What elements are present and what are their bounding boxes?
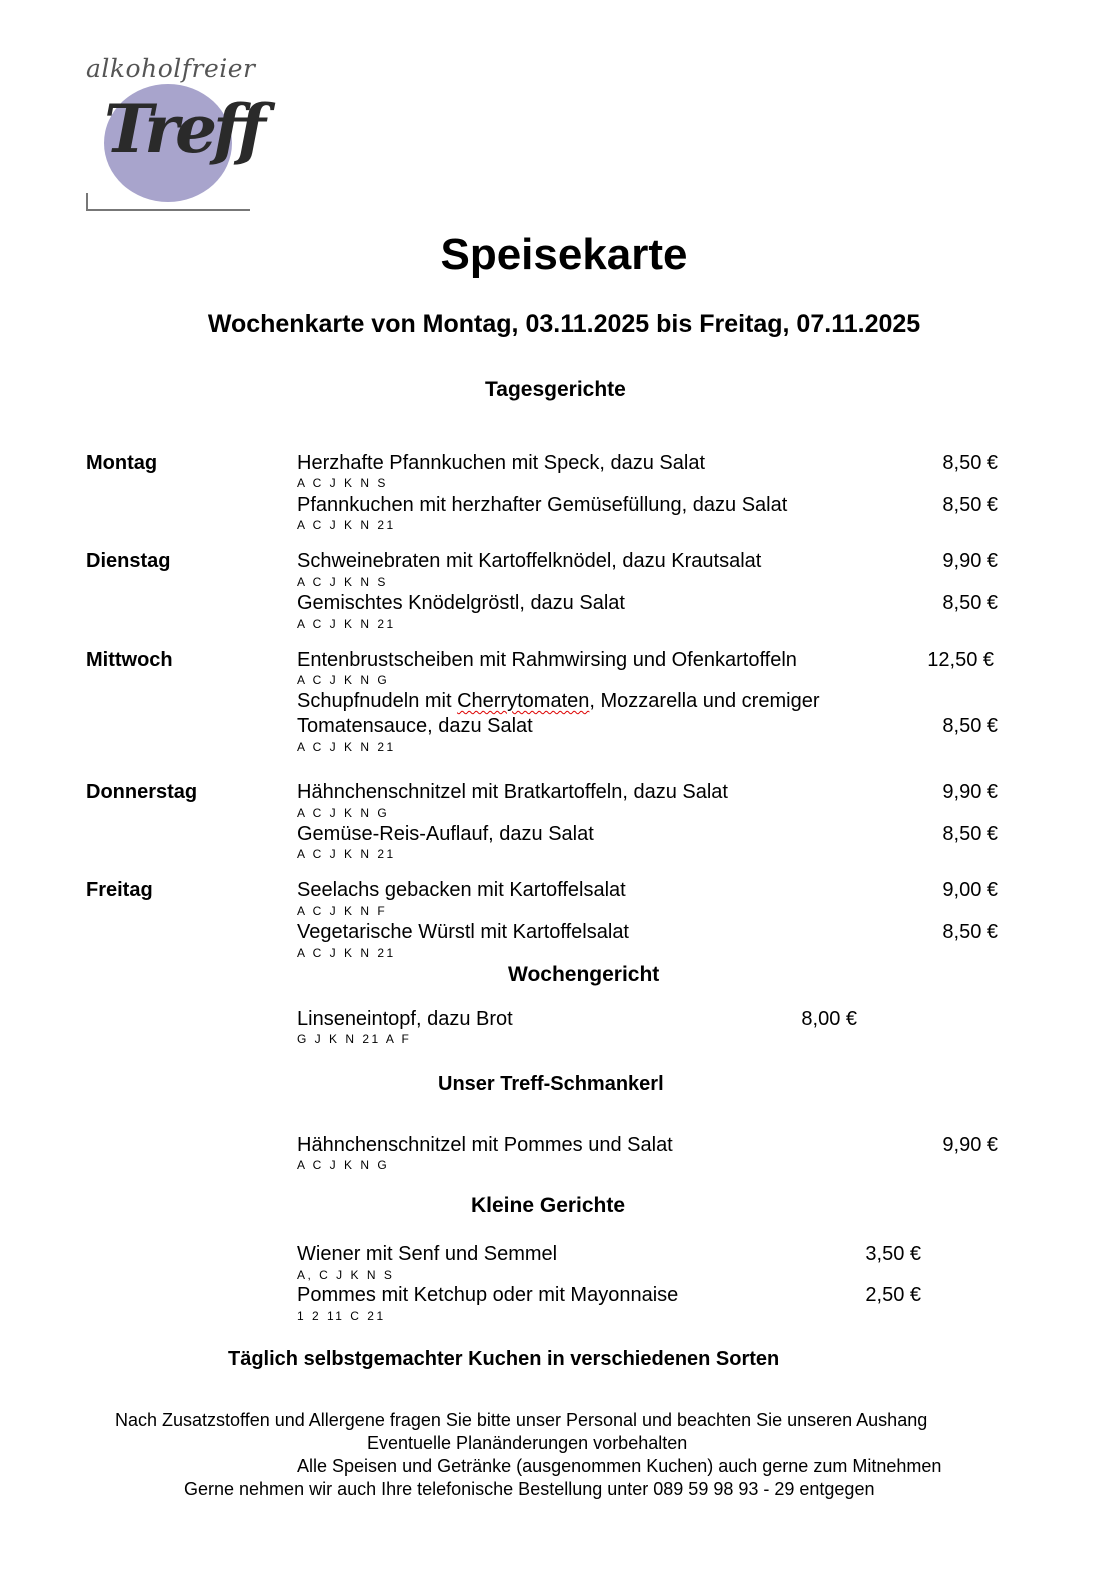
dish-name-line1: Schupfnudeln mit Cherrytomaten, Mozzarella und cremiger — [297, 690, 820, 712]
weekly-dish-allergens: G J K N 21 A F — [297, 1032, 412, 1046]
small-dish-allergens: A, C J K N S — [297, 1268, 395, 1282]
logo-wordmark: Treff — [104, 90, 262, 168]
footer-phone-note: Gerne nehmen wir auch Ihre telefonische Bestellung unter 089 59 98 93 - 29 entgegen — [184, 1479, 875, 1499]
small-dish-price: 2,50 € — [865, 1284, 921, 1306]
dish-allergens: A C J K N 21 — [297, 946, 396, 960]
dish-name: Vegetarische Würstl mit Kartoffelsalat — [297, 921, 629, 943]
section-weekly-heading: Wochengericht — [508, 963, 660, 986]
small-dish-name: Pommes mit Ketchup oder mit Mayonnaise — [297, 1284, 679, 1306]
footer-takeaway-note: Alle Speisen und Getränke (ausgenommen Kuchen) auch gerne zum Mitnehmen — [297, 1456, 942, 1476]
weekly-dish-name: Linseneintopf, dazu Brot — [297, 1008, 513, 1030]
section-daily-heading: Tagesgerichte — [485, 378, 626, 401]
logo-underline — [86, 209, 250, 211]
dish-allergens: A C J K N 21 — [297, 847, 396, 861]
dish-name: Herzhafte Pfannkuchen mit Speck, dazu Salat — [297, 452, 706, 474]
day-label-montag: Montag — [86, 452, 158, 474]
special-dish-name: Hähnchenschnitzel mit Pommes und Salat — [297, 1134, 673, 1156]
week-subtitle: Wochenkarte von Montag, 03.11.2025 bis Freitag, 07.11.2025 — [207, 310, 921, 338]
dish-price: 12,50 € — [927, 649, 994, 671]
dish-price: 8,50 € — [942, 715, 998, 737]
day-label-dienstag: Dienstag — [86, 550, 171, 572]
dish-allergens: A C J K N S — [297, 575, 388, 589]
dish-price: 8,50 € — [942, 921, 998, 943]
page-title: Speisekarte — [440, 230, 688, 279]
footer-allergen-note: Nach Zusatzstoffen und Allergene fragen Sie bitte unser Personal und beachten Sie unseren Aushang — [115, 1410, 928, 1430]
cake-note: Täglich selbstgemachter Kuchen in verschiedenen Sorten — [228, 1348, 780, 1370]
dish-price: 9,00 € — [942, 879, 998, 901]
dish-price: 9,90 € — [942, 781, 998, 803]
section-special-heading: Unser Treff-Schmankerl — [438, 1073, 664, 1095]
small-dish-name: Wiener mit Senf und Semmel — [297, 1243, 558, 1265]
small-dish-allergens: 1 2 11 C 21 — [297, 1309, 386, 1323]
spellcheck-marked-word: Cherrytomaten — [457, 690, 590, 712]
dish-allergens: A C J K N 21 — [297, 518, 396, 532]
dish-price: 8,50 € — [942, 494, 998, 516]
dish-name: Pfannkuchen mit herzhafter Gemüsefüllung, dazu Salat — [297, 494, 788, 516]
dish-allergens: A C J K N F — [297, 904, 388, 918]
special-dish-allergens: A C J K N G — [297, 1158, 390, 1172]
footer-changes-note: Eventuelle Planänderungen vorbehalten — [367, 1433, 688, 1453]
dish-name: Schweinebraten mit Kartoffelknödel, dazu Krautsalat — [297, 550, 762, 572]
logo-tagline: alkoholfreier — [86, 54, 256, 83]
weekly-dish-price: 8,00 € — [801, 1008, 857, 1030]
day-label-mittwoch: Mittwoch — [86, 649, 173, 671]
dish-name: Entenbrustscheiben mit Rahmwirsing und Ofenkartoffeln — [297, 649, 797, 671]
dish-allergens: A C J K N 21 — [297, 617, 396, 631]
dish-name: Seelachs gebacken mit Kartoffelsalat — [297, 879, 626, 901]
day-label-freitag: Freitag — [86, 879, 153, 901]
dish-price: 8,50 € — [942, 823, 998, 845]
small-dish-price: 3,50 € — [865, 1243, 921, 1265]
dish-price: 8,50 € — [942, 592, 998, 614]
dish-name: Gemüse-Reis-Auflauf, dazu Salat — [297, 823, 594, 845]
dish-price: 8,50 € — [942, 452, 998, 474]
day-label-donnerstag: Donnerstag — [86, 781, 198, 803]
dish-name-line2: Tomatensauce, dazu Salat — [297, 715, 533, 737]
dish-allergens: A C J K N G — [297, 806, 390, 820]
dish-name: Hähnchenschnitzel mit Bratkartoffeln, dazu Salat — [297, 781, 728, 803]
section-small-heading: Kleine Gerichte — [471, 1194, 626, 1217]
dish-allergens: A C J K N G — [297, 673, 390, 687]
dish-allergens: A C J K N S — [297, 476, 388, 490]
dish-price: 9,90 € — [942, 550, 998, 572]
logo-tick — [86, 193, 88, 211]
dish-name: Gemischtes Knödelgröstl, dazu Salat — [297, 592, 625, 614]
dish-allergens: A C J K N 21 — [297, 740, 396, 754]
special-dish-price: 9,90 € — [942, 1134, 998, 1156]
